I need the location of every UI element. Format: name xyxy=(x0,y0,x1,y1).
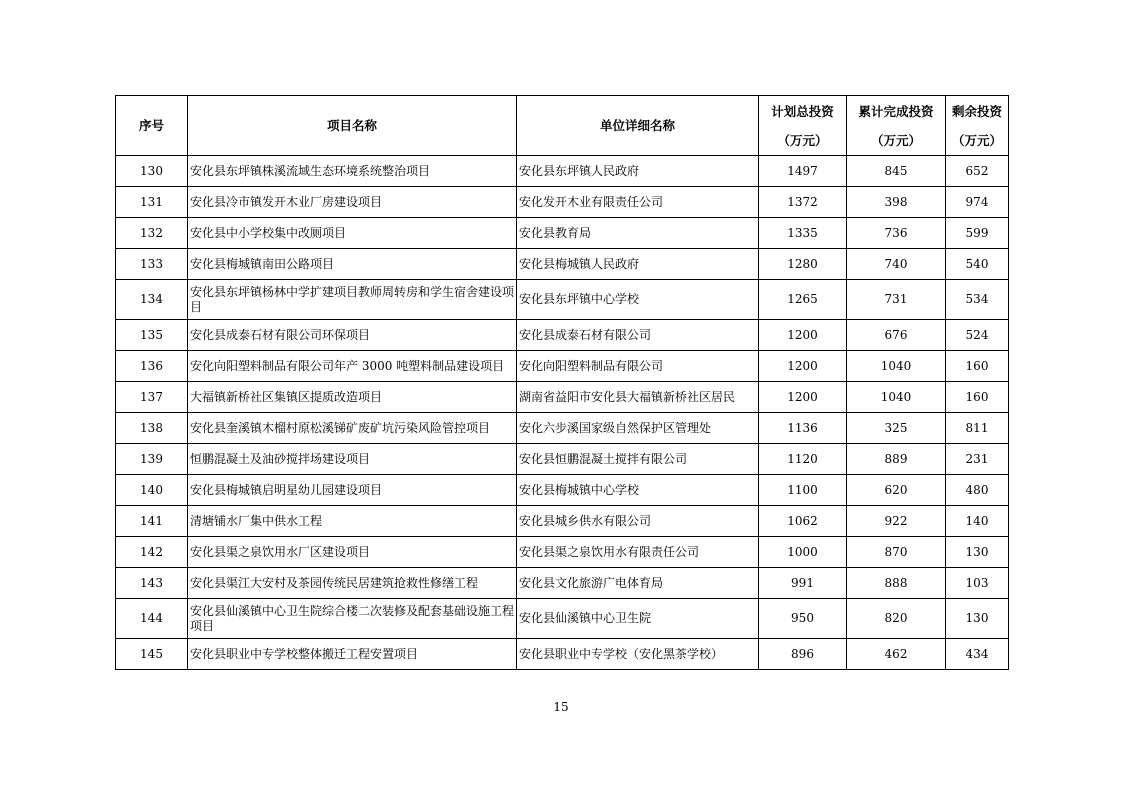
cell-project: 安化县渠江大安村及茶园传统民居建筑抢救性修缮工程 xyxy=(188,568,517,599)
table-row xyxy=(116,537,1009,568)
table-row xyxy=(116,156,1009,187)
cell-remaining: 540 xyxy=(946,249,1009,280)
cell-project: 安化县仙溪镇中心卫生院综合楼二次装修及配套基础设施工程项目 xyxy=(188,599,517,639)
cell-planned: 1265 xyxy=(759,280,847,320)
cell-project: 安化县东坪镇杨林中学扩建项目教师周转房和学生宿舍建设项目 xyxy=(188,280,517,320)
cell-unit: 安化县东坪镇中心学校 xyxy=(517,280,759,320)
cell-unit: 安化县城乡供水有限公司 xyxy=(517,506,759,537)
table-row xyxy=(116,413,1009,444)
cell-completed: 1040 xyxy=(847,382,946,413)
cell-seq: 142 xyxy=(116,537,188,568)
cell-seq: 145 xyxy=(116,639,188,670)
cell-completed: 820 xyxy=(847,599,946,639)
table-row xyxy=(116,218,1009,249)
header-seq: 序号 xyxy=(116,96,188,156)
cell-project: 安化向阳塑料制品有限公司年产 3000 吨塑料制品建设项目 xyxy=(188,351,517,382)
cell-remaining: 524 xyxy=(946,320,1009,351)
cell-remaining: 103 xyxy=(946,568,1009,599)
cell-project: 恒鹏混凝土及油砂搅拌场建设项目 xyxy=(188,444,517,475)
cell-planned: 1100 xyxy=(759,475,847,506)
table-row xyxy=(116,444,1009,475)
cell-remaining: 160 xyxy=(946,382,1009,413)
cell-remaining: 811 xyxy=(946,413,1009,444)
cell-seq: 144 xyxy=(116,599,188,639)
cell-remaining: 130 xyxy=(946,599,1009,639)
cell-planned: 1335 xyxy=(759,218,847,249)
cell-unit: 安化县成泰石材有限公司 xyxy=(517,320,759,351)
cell-unit: 安化县东坪镇人民政府 xyxy=(517,156,759,187)
header-remaining-investment: 剩余投资（万元） xyxy=(946,96,1009,156)
table-row xyxy=(116,187,1009,218)
cell-seq: 130 xyxy=(116,156,188,187)
cell-remaining: 480 xyxy=(946,475,1009,506)
investment-table xyxy=(115,95,1009,670)
header-project-name: 项目名称 xyxy=(188,96,517,156)
table-row xyxy=(116,382,1009,413)
cell-unit: 安化县梅城镇中心学校 xyxy=(517,475,759,506)
cell-unit: 安化县仙溪镇中心卫生院 xyxy=(517,599,759,639)
cell-seq: 139 xyxy=(116,444,188,475)
cell-remaining: 160 xyxy=(946,351,1009,382)
cell-unit: 安化县梅城镇人民政府 xyxy=(517,249,759,280)
header-unit-name: 单位详细名称 xyxy=(517,96,759,156)
cell-project: 大福镇新桥社区集镇区提质改造项目 xyxy=(188,382,517,413)
table-row xyxy=(116,475,1009,506)
table-row xyxy=(116,320,1009,351)
cell-completed: 731 xyxy=(847,280,946,320)
cell-seq: 135 xyxy=(116,320,188,351)
cell-seq: 143 xyxy=(116,568,188,599)
cell-project: 安化县中小学校集中改厕项目 xyxy=(188,218,517,249)
cell-planned: 896 xyxy=(759,639,847,670)
header-planned-investment: 计划总投资（万元） xyxy=(759,96,847,156)
cell-unit: 安化六步溪国家级自然保护区管理处 xyxy=(517,413,759,444)
cell-planned: 1200 xyxy=(759,320,847,351)
cell-planned: 1280 xyxy=(759,249,847,280)
cell-project: 安化县梅城镇南田公路项目 xyxy=(188,249,517,280)
cell-completed: 845 xyxy=(847,156,946,187)
cell-completed: 740 xyxy=(847,249,946,280)
cell-project: 安化县奎溪镇木榴村原松溪锑矿废矿坑污染风险管控项目 xyxy=(188,413,517,444)
cell-unit: 安化县职业中专学校（安化黑茶学校） xyxy=(517,639,759,670)
table-row xyxy=(116,351,1009,382)
cell-project: 安化县冷市镇发开木业厂房建设项目 xyxy=(188,187,517,218)
cell-remaining: 974 xyxy=(946,187,1009,218)
cell-planned: 1200 xyxy=(759,382,847,413)
cell-seq: 137 xyxy=(116,382,188,413)
cell-planned: 1062 xyxy=(759,506,847,537)
cell-seq: 132 xyxy=(116,218,188,249)
cell-remaining: 130 xyxy=(946,537,1009,568)
cell-seq: 138 xyxy=(116,413,188,444)
cell-unit: 安化县渠之泉饮用水有限责任公司 xyxy=(517,537,759,568)
cell-completed: 888 xyxy=(847,568,946,599)
cell-planned: 991 xyxy=(759,568,847,599)
cell-seq: 134 xyxy=(116,280,188,320)
cell-unit: 安化县恒鹏混凝土搅拌有限公司 xyxy=(517,444,759,475)
table-row xyxy=(116,599,1009,639)
cell-remaining: 652 xyxy=(946,156,1009,187)
cell-completed: 736 xyxy=(847,218,946,249)
cell-seq: 141 xyxy=(116,506,188,537)
cell-unit: 安化发开木业有限责任公司 xyxy=(517,187,759,218)
cell-planned: 1200 xyxy=(759,351,847,382)
cell-planned: 950 xyxy=(759,599,847,639)
cell-planned: 1000 xyxy=(759,537,847,568)
cell-planned: 1372 xyxy=(759,187,847,218)
cell-planned: 1497 xyxy=(759,156,847,187)
header-completed-investment: 累计完成投资（万元） xyxy=(847,96,946,156)
cell-project: 安化县职业中专学校整体搬迁工程安置项目 xyxy=(188,639,517,670)
cell-unit: 安化向阳塑料制品有限公司 xyxy=(517,351,759,382)
table-row xyxy=(116,639,1009,670)
cell-unit: 湖南省益阳市安化县大福镇新桥社区居民 xyxy=(517,382,759,413)
cell-remaining: 434 xyxy=(946,639,1009,670)
cell-completed: 676 xyxy=(847,320,946,351)
cell-project: 安化县渠之泉饮用水厂区建设项目 xyxy=(188,537,517,568)
cell-project: 安化县梅城镇启明星幼儿园建设项目 xyxy=(188,475,517,506)
cell-project: 清塘铺水厂集中供水工程 xyxy=(188,506,517,537)
cell-seq: 133 xyxy=(116,249,188,280)
table-row xyxy=(116,506,1009,537)
cell-seq: 140 xyxy=(116,475,188,506)
table-row xyxy=(116,280,1009,320)
cell-remaining: 231 xyxy=(946,444,1009,475)
cell-completed: 870 xyxy=(847,537,946,568)
cell-completed: 620 xyxy=(847,475,946,506)
page-number: 15 xyxy=(553,700,569,714)
cell-completed: 1040 xyxy=(847,351,946,382)
cell-planned: 1136 xyxy=(759,413,847,444)
cell-seq: 136 xyxy=(116,351,188,382)
cell-project: 安化县成泰石材有限公司环保项目 xyxy=(188,320,517,351)
table-row xyxy=(116,568,1009,599)
cell-completed: 325 xyxy=(847,413,946,444)
header-row xyxy=(116,96,1009,156)
cell-remaining: 534 xyxy=(946,280,1009,320)
cell-project: 安化县东坪镇株溪流域生态环境系统整治项目 xyxy=(188,156,517,187)
cell-seq: 131 xyxy=(116,187,188,218)
table-row xyxy=(116,249,1009,280)
cell-remaining: 599 xyxy=(946,218,1009,249)
cell-unit: 安化县文化旅游广电体育局 xyxy=(517,568,759,599)
cell-completed: 889 xyxy=(847,444,946,475)
cell-completed: 462 xyxy=(847,639,946,670)
cell-completed: 922 xyxy=(847,506,946,537)
cell-unit: 安化县教育局 xyxy=(517,218,759,249)
cell-remaining: 140 xyxy=(946,506,1009,537)
cell-completed: 398 xyxy=(847,187,946,218)
cell-planned: 1120 xyxy=(759,444,847,475)
